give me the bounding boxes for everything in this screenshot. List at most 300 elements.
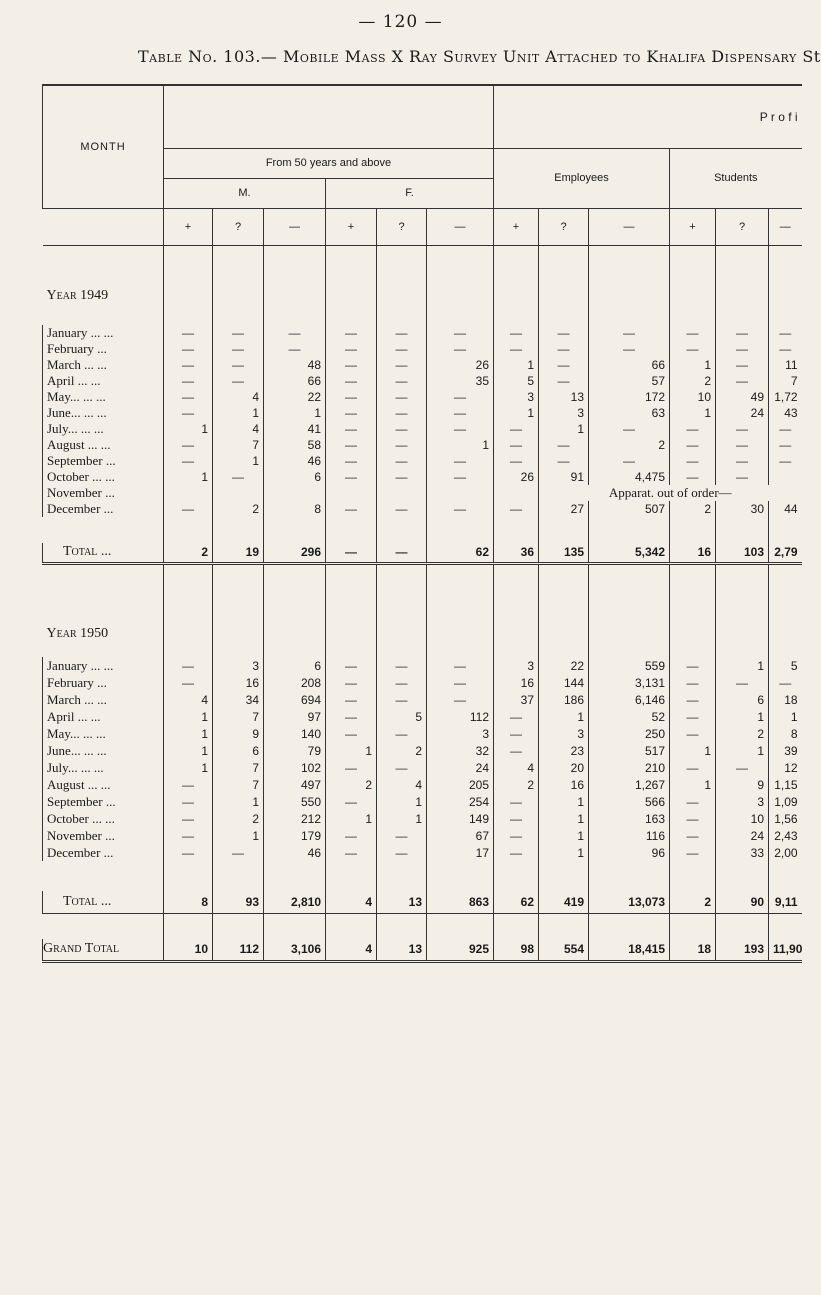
spacer-cell (716, 645, 769, 657)
value-cell: 1 (539, 810, 589, 827)
spacer-cell (539, 913, 589, 939)
month-label: October ... ... (43, 469, 164, 485)
value-cell: 93 (213, 891, 264, 913)
month-label: May... ... ... (43, 389, 164, 405)
spacer-cell (494, 645, 539, 657)
month-row (43, 759, 802, 776)
value-cell: 4,475 (589, 469, 670, 485)
from50-header: From 50 years and above (164, 148, 494, 178)
value-cell: — (539, 437, 589, 453)
value-cell: — (326, 793, 377, 810)
value-cell: 3,131 (589, 674, 670, 691)
value-cell: — (377, 453, 427, 469)
value-cell: 4 (326, 891, 377, 913)
month-label: April ... ... (43, 708, 164, 725)
value-cell: — (769, 453, 802, 469)
spacer-cell (43, 517, 164, 543)
value-cell: 6 (213, 742, 264, 759)
month-label: April ... ... (43, 373, 164, 389)
sign-header: ? (213, 208, 264, 245)
value-cell: 62 (427, 543, 494, 563)
value-cell: — (494, 708, 539, 725)
value-cell: 66 (589, 357, 670, 373)
value-cell: 1,72 (769, 389, 802, 405)
sign-header: ? (716, 208, 769, 245)
value-cell: 1 (326, 810, 377, 827)
spacer-cell (377, 913, 427, 939)
spacer-cell (264, 645, 326, 657)
spacer-cell (164, 285, 213, 307)
value-cell: 98 (494, 939, 539, 961)
value-cell: 419 (539, 891, 589, 913)
value-cell: 1,56 (769, 810, 802, 827)
value-cell: — (670, 827, 716, 844)
value-cell: 250 (589, 725, 670, 742)
value-cell: — (164, 844, 213, 861)
value-cell: 5,342 (589, 543, 670, 563)
value-cell: 4 (213, 389, 264, 405)
value-cell: — (427, 325, 494, 341)
sign-header: — (427, 208, 494, 245)
value-cell: 8 (264, 501, 326, 517)
value-cell: 2,79 (769, 543, 802, 563)
value-cell: 10 (716, 810, 769, 827)
spacer-cell (589, 623, 670, 645)
value-cell: — (670, 810, 716, 827)
spacer-cell (164, 861, 213, 891)
spacer-cell (670, 245, 716, 285)
value-cell: 37 (494, 691, 539, 708)
value-cell: — (494, 325, 539, 341)
spacer-cell (716, 563, 769, 623)
value-cell: 1 (769, 708, 802, 725)
month-row (43, 657, 802, 674)
spacer-cell (164, 517, 213, 543)
value-cell: 554 (539, 939, 589, 961)
value-cell: — (377, 725, 427, 742)
value-cell: 1 (213, 405, 264, 421)
spacer-cell (164, 645, 213, 657)
table-label: Table No. 103.— (138, 47, 278, 66)
value-cell: 9 (716, 776, 769, 793)
spacer-cell (716, 285, 769, 307)
value-cell: — (326, 373, 377, 389)
value-cell: 6 (716, 691, 769, 708)
value-cell: 58 (264, 437, 326, 453)
spacer-cell (377, 285, 427, 307)
spacer-cell (539, 861, 589, 891)
month-row (43, 674, 802, 691)
spacer-cell (769, 623, 802, 645)
value-cell: 3 (213, 657, 264, 674)
value-cell: — (326, 357, 377, 373)
value-cell: 1 (377, 810, 427, 827)
table-caption: Mobile Mass X Ray Survey Unit Attached to Khalifa Dispensary (283, 47, 797, 66)
spacer-cell (589, 913, 670, 939)
value-cell: — (326, 437, 377, 453)
value-cell: 4 (377, 776, 427, 793)
value-cell: 103 (716, 543, 769, 563)
value-cell: — (716, 325, 769, 341)
spacer-cell (494, 307, 539, 325)
survey-table (42, 84, 802, 963)
value-cell: 3,106 (264, 939, 326, 961)
value-cell: — (377, 674, 427, 691)
value-cell: — (213, 469, 264, 485)
value-cell: — (716, 759, 769, 776)
value-cell: 63 (589, 405, 670, 421)
value-cell: 172 (589, 389, 670, 405)
value-cell: — (494, 421, 539, 437)
value-cell: — (326, 389, 377, 405)
spacer-cell (589, 517, 670, 543)
spacer-cell (377, 307, 427, 325)
spacer-cell (377, 517, 427, 543)
value-cell: 8 (769, 725, 802, 742)
value-cell: 1 (164, 725, 213, 742)
value-cell: 205 (427, 776, 494, 793)
spacer-cell (213, 285, 264, 307)
spacer-cell (264, 913, 326, 939)
value-cell: — (769, 437, 802, 453)
value-cell: 18 (769, 691, 802, 708)
month-label: June... ... ... (43, 742, 164, 759)
value-cell: — (164, 501, 213, 517)
spacer-cell (494, 563, 539, 623)
value-cell: 1 (427, 437, 494, 453)
month-label: August ... ... (43, 437, 164, 453)
value-cell: — (164, 827, 213, 844)
value-cell: — (539, 325, 589, 341)
spacer-cell (264, 623, 326, 645)
spacer-cell (589, 563, 670, 623)
value-cell: — (164, 437, 213, 453)
value-cell: — (427, 691, 494, 708)
value-cell: 10 (670, 389, 716, 405)
value-cell: 1,15 (769, 776, 802, 793)
month-row (43, 373, 802, 389)
value-cell: 2 (670, 501, 716, 517)
value-cell: 1 (539, 844, 589, 861)
value-cell: 23 (539, 742, 589, 759)
value-cell: — (264, 325, 326, 341)
spacer-cell (213, 307, 264, 325)
value-cell: 3 (539, 725, 589, 742)
spacer-row (43, 245, 802, 285)
spacer-cell (427, 623, 494, 645)
sign-header: + (494, 208, 539, 245)
value-cell: 1 (494, 405, 539, 421)
value-cell: 2 (589, 437, 670, 453)
value-cell: 925 (427, 939, 494, 961)
value-cell: — (164, 657, 213, 674)
spacer-cell (264, 517, 326, 543)
value-cell: 2 (164, 543, 213, 563)
spacer-cell (716, 623, 769, 645)
month-column-header: MONTH (43, 85, 164, 208)
spacer-cell (716, 861, 769, 891)
month-label: Total ... (43, 543, 164, 563)
value-cell: — (494, 844, 539, 861)
value-cell: 102 (264, 759, 326, 776)
value-cell: 16 (494, 674, 539, 691)
spacer-cell (326, 563, 377, 623)
value-cell: 52 (589, 708, 670, 725)
value-cell: 1 (164, 742, 213, 759)
sign-header: ? (539, 208, 589, 245)
spacer-row (43, 913, 802, 939)
value-cell: 18 (670, 939, 716, 961)
value-cell: 208 (264, 674, 326, 691)
value-cell: 140 (264, 725, 326, 742)
value-cell: — (377, 691, 427, 708)
value-cell: 17 (427, 844, 494, 861)
table-title (138, 47, 821, 66)
value-cell: 2 (213, 501, 264, 517)
value-cell: — (494, 742, 539, 759)
month-label: December ... (43, 844, 164, 861)
value-cell: — (716, 437, 769, 453)
value-cell: — (494, 810, 539, 827)
value-cell: — (427, 341, 494, 357)
spacer-cell (213, 517, 264, 543)
value-cell: 10 (164, 939, 213, 961)
sign-header: + (670, 208, 716, 245)
value-cell: 497 (264, 776, 326, 793)
value-cell: 1 (377, 793, 427, 810)
value-cell: — (427, 389, 494, 405)
spacer-cell (427, 245, 494, 285)
month-label: May... ... ... (43, 725, 164, 742)
value-cell: 212 (264, 810, 326, 827)
value-cell: — (377, 543, 427, 563)
month-label: August ... ... (43, 776, 164, 793)
value-cell: 694 (264, 691, 326, 708)
value-cell: — (427, 405, 494, 421)
spacer-cell (539, 623, 589, 645)
value-cell: 90 (716, 891, 769, 913)
spacer-cell (589, 645, 670, 657)
value-cell: 2,00 (769, 844, 802, 861)
value-cell: 144 (539, 674, 589, 691)
month-label: February ... (43, 341, 164, 357)
spacer-cell (377, 563, 427, 623)
month-label: July... ... ... (43, 421, 164, 437)
spacer-cell (213, 563, 264, 623)
value-cell: — (164, 810, 213, 827)
value-cell: — (427, 469, 494, 485)
month-row-november (43, 485, 802, 501)
value-cell: — (326, 844, 377, 861)
value-cell: 26 (494, 469, 539, 485)
spacer-cell (670, 623, 716, 645)
spacer-cell (164, 563, 213, 623)
spacer-cell (539, 517, 589, 543)
spacer-cell (589, 861, 670, 891)
value-cell: 296 (264, 543, 326, 563)
spacer-cell (43, 563, 164, 623)
value-cell: 24 (716, 827, 769, 844)
spacer-cell (769, 645, 802, 657)
value-cell (427, 485, 494, 501)
value-cell: — (427, 501, 494, 517)
spacer-cell (539, 645, 589, 657)
value-cell: — (164, 674, 213, 691)
spacer-row (43, 563, 802, 623)
value-cell: 3 (494, 389, 539, 405)
value-cell: 96 (589, 844, 670, 861)
value-cell: 20 (539, 759, 589, 776)
value-cell: 62 (494, 891, 539, 913)
page-number: — 120 — (358, 12, 443, 32)
value-cell: — (326, 453, 377, 469)
month-row (43, 453, 802, 469)
value-cell (769, 469, 802, 485)
value-cell: 57 (589, 373, 670, 389)
spacer-cell (670, 307, 716, 325)
spacer-cell (213, 861, 264, 891)
sign-header: + (326, 208, 377, 245)
month-row (43, 742, 802, 759)
sign-header: ? (377, 208, 427, 245)
value-cell: — (670, 437, 716, 453)
spacer-cell (377, 623, 427, 645)
value-cell: — (326, 325, 377, 341)
value-cell: 3 (716, 793, 769, 810)
female-header: F. (326, 178, 494, 208)
group-header-profession: P r o f i (494, 85, 802, 148)
month-label: October ... ... (43, 810, 164, 827)
spacer-cell (589, 285, 670, 307)
value-cell: — (539, 373, 589, 389)
value-cell: 3 (427, 725, 494, 742)
spacer-cell (326, 285, 377, 307)
students-header: Students (670, 148, 802, 208)
value-cell: 1 (539, 793, 589, 810)
value-cell: 3 (539, 405, 589, 421)
value-cell: 1 (326, 742, 377, 759)
value-cell: 4 (213, 421, 264, 437)
spacer-cell (670, 645, 716, 657)
value-cell: — (326, 691, 377, 708)
value-cell: 79 (264, 742, 326, 759)
value-cell: — (494, 793, 539, 810)
spacer-cell (539, 245, 589, 285)
sign-header: + (164, 208, 213, 245)
value-cell: 16 (670, 543, 716, 563)
value-cell: — (164, 325, 213, 341)
spacer-cell (769, 861, 802, 891)
value-cell: — (326, 827, 377, 844)
spacer-cell (427, 285, 494, 307)
value-cell: — (769, 325, 802, 341)
apparatus-note: Apparat. out of order— (539, 485, 802, 501)
value-cell: — (716, 453, 769, 469)
value-cell: 9,11 (769, 891, 802, 913)
value-cell: — (539, 357, 589, 373)
value-cell: — (494, 341, 539, 357)
value-cell: 13 (377, 891, 427, 913)
value-cell: — (716, 674, 769, 691)
value-cell: — (539, 341, 589, 357)
month-row (43, 341, 802, 357)
value-cell: — (164, 389, 213, 405)
spacer-cell (494, 245, 539, 285)
value-cell: 18,415 (589, 939, 670, 961)
value-cell: — (494, 437, 539, 453)
spacer-cell (589, 307, 670, 325)
month-row (43, 844, 802, 861)
spacer-cell (326, 623, 377, 645)
spacer-cell (264, 861, 326, 891)
spacer-cell (769, 285, 802, 307)
value-cell: 566 (589, 793, 670, 810)
value-cell: 36 (494, 543, 539, 563)
value-cell: — (326, 421, 377, 437)
month-label: March ... ... (43, 357, 164, 373)
value-cell: — (670, 469, 716, 485)
value-cell: 210 (589, 759, 670, 776)
value-cell: 26 (427, 357, 494, 373)
spacer-cell (264, 307, 326, 325)
value-cell: — (377, 501, 427, 517)
value-cell: 112 (213, 939, 264, 961)
value-cell: 1 (213, 793, 264, 810)
spacer-cell (670, 913, 716, 939)
spacer-cell (43, 245, 164, 285)
value-cell (377, 485, 427, 501)
value-cell (164, 485, 213, 501)
month-row (43, 501, 802, 517)
value-cell: — (716, 469, 769, 485)
spacer-cell (494, 517, 539, 543)
value-cell: — (213, 357, 264, 373)
value-cell: 22 (539, 657, 589, 674)
value-cell (494, 485, 539, 501)
year-label: Year 1950 (46, 626, 109, 641)
year-1950-heading (43, 623, 802, 645)
value-cell: 46 (264, 844, 326, 861)
spacer-cell (716, 913, 769, 939)
value-cell: — (589, 421, 670, 437)
value-cell: — (326, 657, 377, 674)
spacer-cell (164, 913, 213, 939)
value-cell: — (494, 453, 539, 469)
value-cell: 7 (213, 776, 264, 793)
value-cell: 254 (427, 793, 494, 810)
value-cell: — (326, 759, 377, 776)
spacer-row (43, 861, 802, 891)
month-label: September ... (43, 793, 164, 810)
value-cell: 91 (539, 469, 589, 485)
value-cell: — (377, 405, 427, 421)
male-header: M. (164, 178, 326, 208)
value-cell: 4 (494, 759, 539, 776)
value-cell: 1 (494, 357, 539, 373)
spacer-cell (670, 285, 716, 307)
value-cell: — (716, 421, 769, 437)
value-cell: — (670, 691, 716, 708)
month-label: June... ... ... (43, 405, 164, 421)
value-cell: 1 (164, 469, 213, 485)
value-cell: 6 (264, 657, 326, 674)
month-label: February ... (43, 674, 164, 691)
value-cell: 7 (213, 437, 264, 453)
value-cell: — (670, 674, 716, 691)
value-cell: 11,90 (769, 939, 802, 961)
value-cell: — (164, 373, 213, 389)
spacer-cell (264, 285, 326, 307)
